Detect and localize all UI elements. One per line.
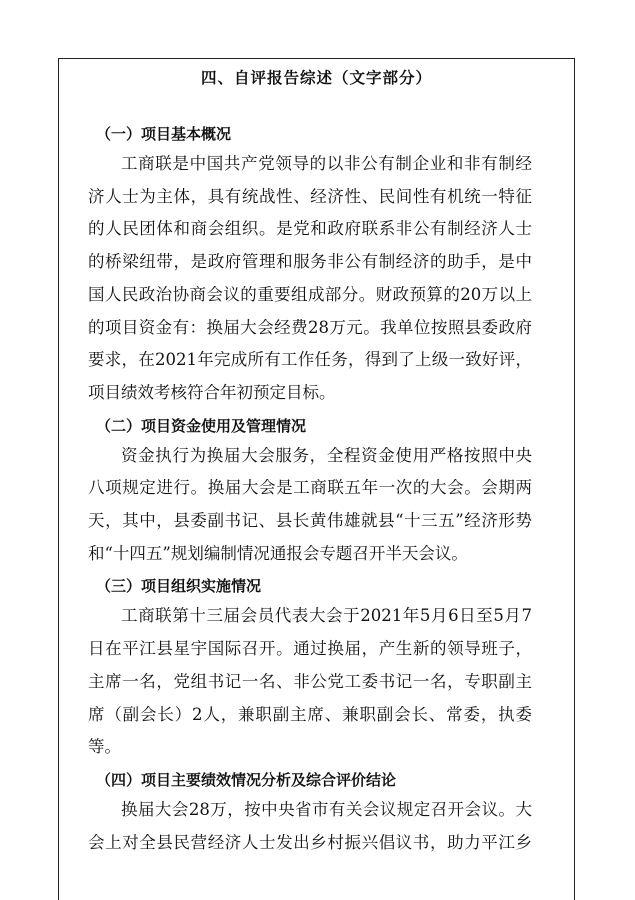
section-heading-implementation: （三）项目组织实施情况 xyxy=(96,577,262,596)
section-paragraph-fund-usage: 资金执行为换届大会服务，全程资金使用严格按照中央八项规定进行。换届大会是工商联五年一次的大会。会期两天，其中，县委副书记、县长黄伟雄就县“十三五”经济形势和“十四五”规划编制情况通报会专题召开半天会议。 xyxy=(88,445,532,563)
section-heading-fund-usage: （二）项目资金使用及管理情况 xyxy=(96,416,307,435)
section-heading-performance: （四）项目主要绩效情况分析及综合评价结论 xyxy=(96,770,397,789)
section-heading-basic-overview: （一）项目基本概况 xyxy=(96,125,232,143)
section-paragraph-performance: 换届大会28万，按中央省市有关会议规定召开会议。大会上对全县民营经济人士发出乡村振兴倡议书，助力平江乡 xyxy=(88,799,532,852)
section-paragraph-basic-overview: 工商联是中国共产党领导的以非公有制企业和非有制经济人士为主体，具有统战性、经济性、民间性有机统一特征的人民团体和商会组织。是党和政府联系非公有制经济人士的桥梁纽带，是政府管理和服务非公有制经济的助手，是中国人民政治协商会议的重要组成部分。财政预算的20万以上的项目资金有：换届大会经费28万元。我单位按照县委政府要求，在2021年完成所有工作任务，得到了上级一致好评，项目绩效考核符合年初预定目标。 xyxy=(88,154,532,402)
page-title: 四、自评报告综述（文字部分） xyxy=(200,69,432,87)
section-paragraph-implementation: 工商联第十三届会员代表大会于2021年5月6日至5月7日在平江县星宇国际召开。通过换届，产生新的领导班子，主席一名，党组书记一名、非公党工委书记一名，专职副主席（副会长）2人，兼职副主席、兼职副会长、常委，执委等。 xyxy=(88,606,532,757)
report-body xyxy=(88,121,532,859)
